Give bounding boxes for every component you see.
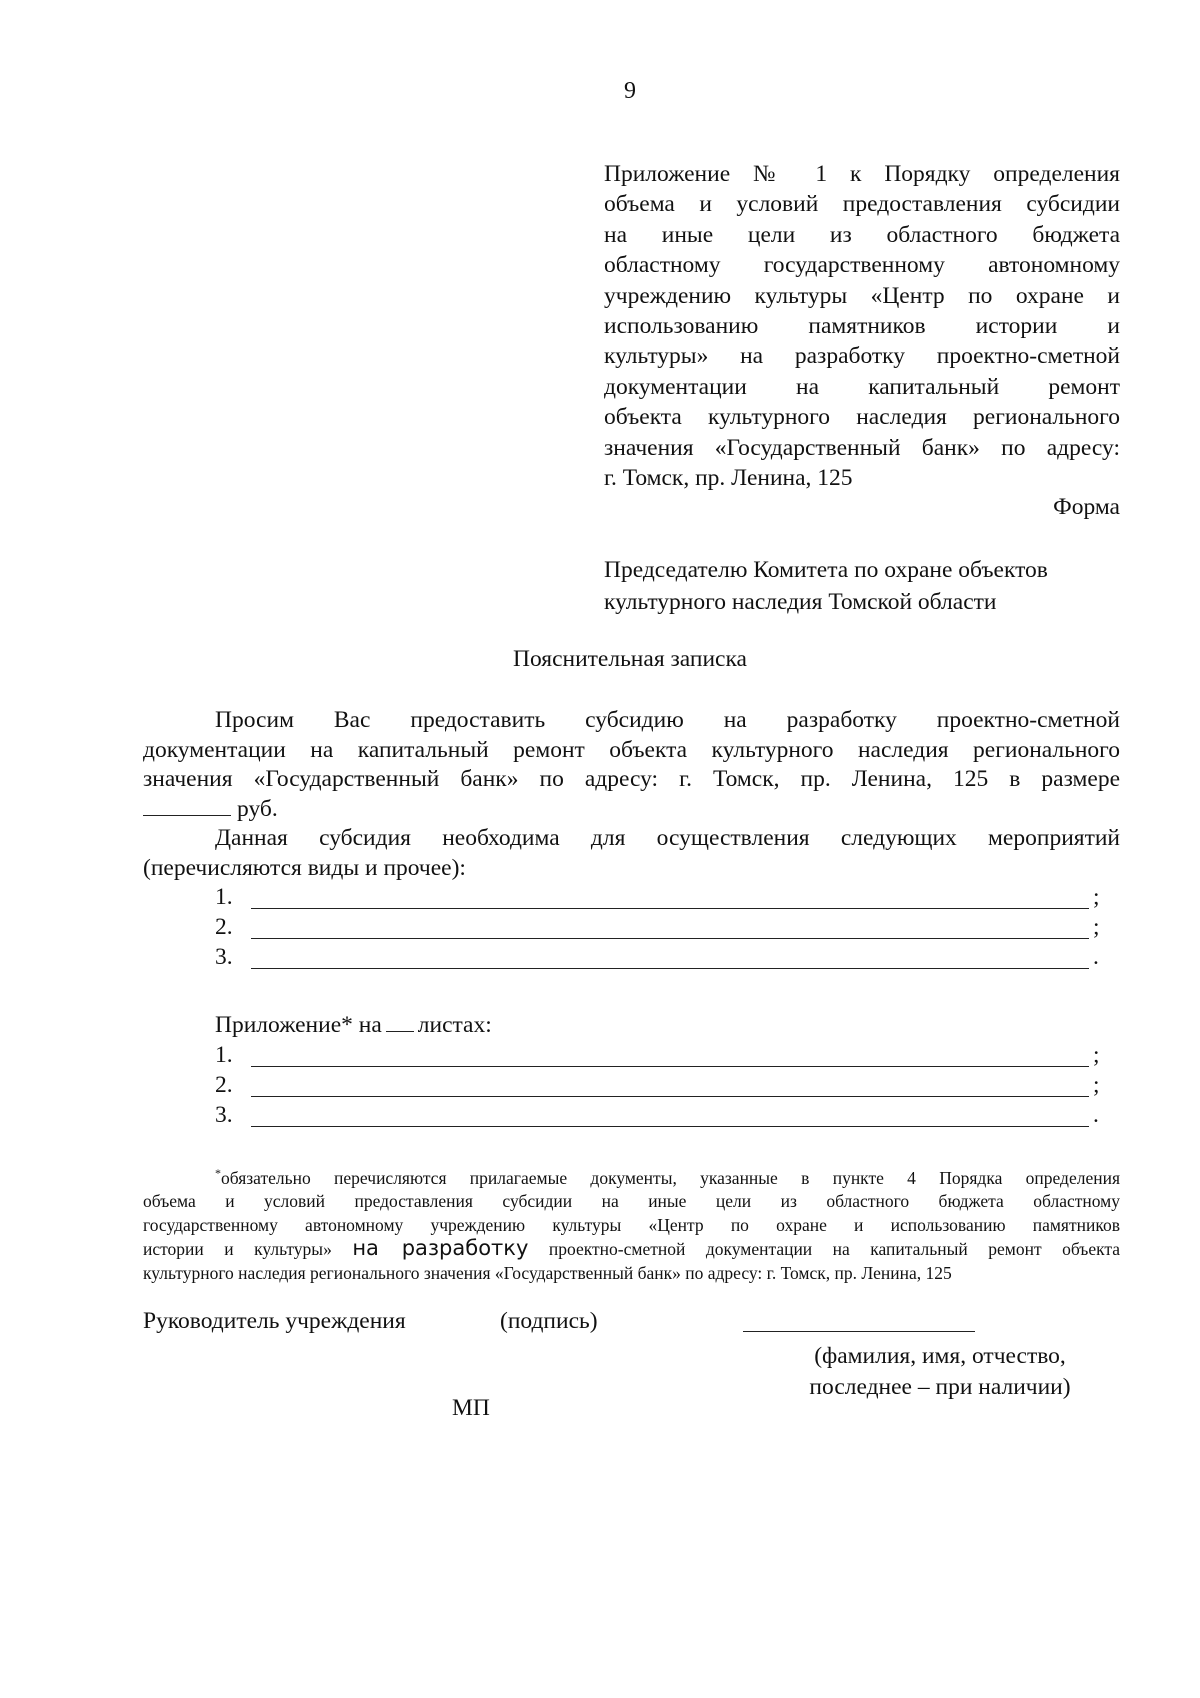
annex-line: культуры» на разработку проектно-сметной: [604, 343, 1120, 370]
activity-row: [143, 884, 1120, 914]
item-punctuation: ;: [1093, 914, 1100, 940]
page-number: 9: [624, 78, 636, 104]
activities-list: [143, 884, 1120, 974]
annex-line: объема и условий предоставления субсидии: [604, 191, 1120, 218]
purpose-line: Данная субсидия необходима для осуществления следующих мероприятий: [215, 825, 1120, 851]
annex-line: документации на капитальный ремонт: [604, 373, 1120, 400]
attachments-label-end: листах:: [417, 1012, 492, 1038]
name-input-line[interactable]: [743, 1331, 975, 1332]
fio-line: последнее – при наличии): [809, 1374, 1071, 1400]
item-number: 2.: [215, 914, 233, 940]
addressee-line: культурного наследия Томской области: [604, 589, 997, 615]
annex-line: Приложение № 1 к Порядку определения: [604, 161, 1120, 187]
request-line: документации на капитальный ремонт объекта культурного наследия регионального: [143, 736, 1120, 763]
annex-line: значения «Государственный банк» по адресу:: [604, 434, 1120, 461]
activity-row: [143, 944, 1120, 974]
activity-row: [143, 914, 1120, 944]
item-punctuation: .: [1093, 1102, 1099, 1128]
request-paragraph: [143, 706, 1120, 824]
item-number: 3.: [215, 944, 233, 970]
item-number: 1.: [215, 884, 233, 910]
activity-input-line[interactable]: [251, 908, 1089, 909]
attachment-row: [143, 1042, 1120, 1072]
item-punctuation: ;: [1093, 1072, 1100, 1098]
currency-label: руб.: [237, 795, 278, 822]
footnote-line: *обязательно перечисляются прилагаемые документы, указанные в пункте 4 Порядка определения: [215, 1166, 1120, 1188]
attachments-heading: [215, 1012, 492, 1039]
item-number: 1.: [215, 1042, 233, 1068]
attachment-input-line[interactable]: [251, 1066, 1089, 1067]
amount-blank[interactable]: [143, 814, 231, 816]
footnote-line: государственному автономному учреждению культуры «Центр по охране и использованию памятников: [143, 1214, 1120, 1235]
activity-input-line[interactable]: [251, 968, 1089, 969]
addressee-line: Председателю Комитета по охране объектов: [604, 557, 1048, 583]
signature-label: (подпись): [500, 1308, 598, 1334]
fio-caption: [790, 1341, 1090, 1403]
purpose-paragraph: [143, 824, 1120, 883]
attachment-input-line[interactable]: [251, 1096, 1089, 1097]
head-label: Руководитель учреждения: [143, 1308, 406, 1334]
item-punctuation: ;: [1093, 884, 1100, 910]
form-label: Форма: [1053, 494, 1120, 520]
sheet-count-blank[interactable]: [386, 1030, 414, 1032]
request-line: значения «Государственный банк» по адресу: г. Томск, пр. Ленина, 125 в размере: [143, 766, 1120, 793]
item-punctuation: .: [1093, 944, 1099, 970]
activity-input-line[interactable]: [251, 938, 1089, 939]
item-punctuation: ;: [1093, 1042, 1100, 1068]
footnote: [143, 1162, 1120, 1285]
annex-block: [604, 159, 1120, 493]
fio-line: (фамилия, имя, отчество,: [814, 1343, 1066, 1369]
item-number: 3.: [215, 1102, 233, 1128]
document-title: Пояснительная записка: [513, 646, 747, 672]
attachments-label: Приложение* на: [215, 1012, 382, 1038]
footnote-line: объема и условий предоставления субсидии на иные цели из областного бюджета областному: [143, 1191, 1120, 1212]
attachment-row: [143, 1072, 1120, 1102]
annex-line: областному государственному автономному: [604, 252, 1120, 279]
footnote-line: культурного наследия регионального значения «Государственный банк» по адресу: г. Томск, пр. Ленина, 125: [143, 1262, 952, 1283]
amount-row: [143, 795, 1120, 825]
footnote-asterisk: *: [215, 1166, 221, 1180]
stamp-label: МП: [452, 1395, 490, 1421]
addressee: [604, 554, 1120, 618]
attachments-list: [143, 1042, 1120, 1132]
annex-line: на иные цели из областного бюджета: [604, 221, 1120, 248]
purpose-line: (перечисляются виды и прочее):: [143, 854, 466, 881]
annex-line: использованию памятников истории и: [604, 313, 1120, 340]
request-line: Просим Вас предоставить субсидию на разработку проектно-сметной: [215, 707, 1120, 733]
attachment-input-line[interactable]: [251, 1126, 1089, 1127]
annex-line: учреждению культуры «Центр по охране и: [604, 282, 1120, 309]
attachment-row: [143, 1102, 1120, 1132]
annex-line: г. Томск, пр. Ленина, 125: [604, 465, 853, 492]
annex-line: объекта культурного наследия регионального: [604, 404, 1120, 431]
footnote-line: истории и культуры» на разработку проектно-сметной документации на капитальный ремонт объекта: [143, 1236, 1121, 1261]
item-number: 2.: [215, 1072, 233, 1098]
